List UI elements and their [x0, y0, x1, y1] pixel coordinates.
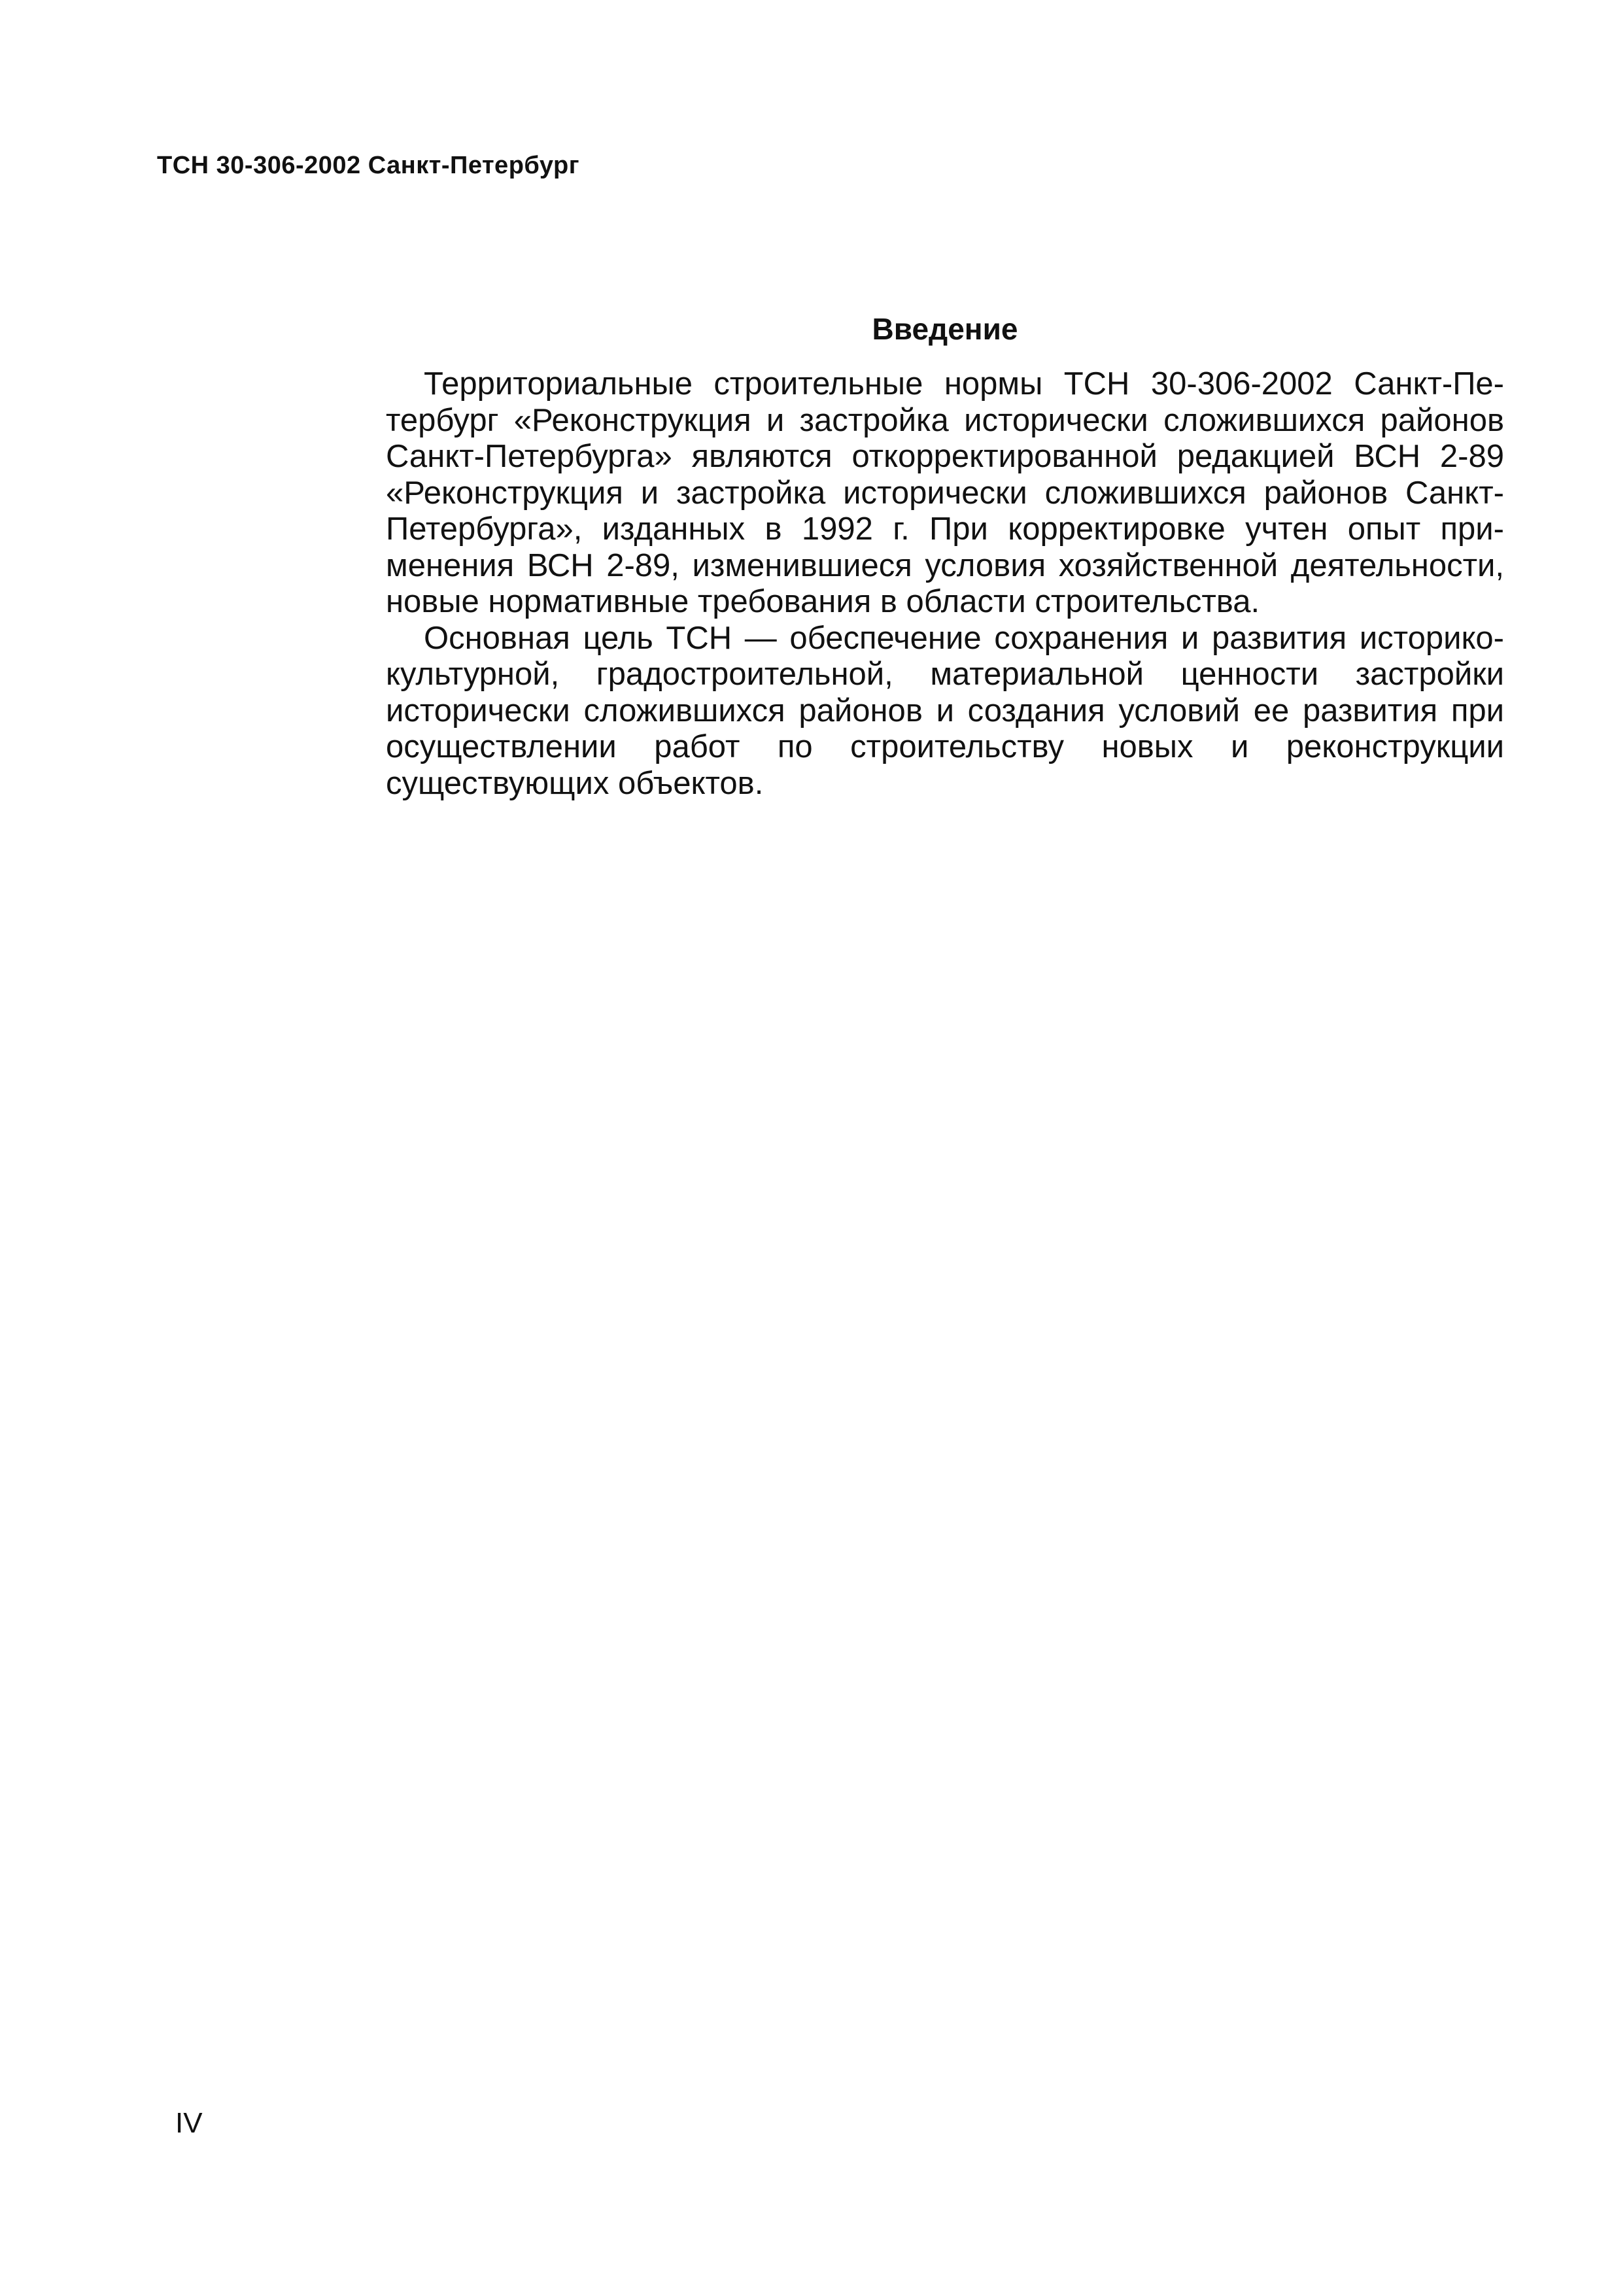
page-number: IV	[175, 2107, 203, 2139]
running-header: ТСН 30-306-2002 Санкт-Петербург	[157, 152, 580, 179]
paragraph-1: Территориальные строительные нормы ТСН 30-306-2002 Санкт-Петербург «Реконструкция и застройка исторически сложившихся районов Санкт-Петербурга» являются откорректированной редакцией ВСН 2-89 «Реконструкция и застройка исторически сложившихся районов Санкт-Петербурга», изданных в 1992 г. При корректировке учтен опыт применения ВСН 2-89, изменившиеся условия хозяйственной деятельности, новые нормативные требования в области строительства.	[386, 366, 1504, 619]
introduction-body	[386, 366, 1504, 802]
section-title: Введение	[872, 312, 1018, 346]
paragraph-2: Основная цель ТСН — обеспечение сохранения и развития историко-культурной, градостроительной, материальной ценности застройки исторически сложившихся районов и создания условий ее развития при осуществлении работ по строительству новых и реконструкции существующих объектов.	[386, 620, 1504, 801]
